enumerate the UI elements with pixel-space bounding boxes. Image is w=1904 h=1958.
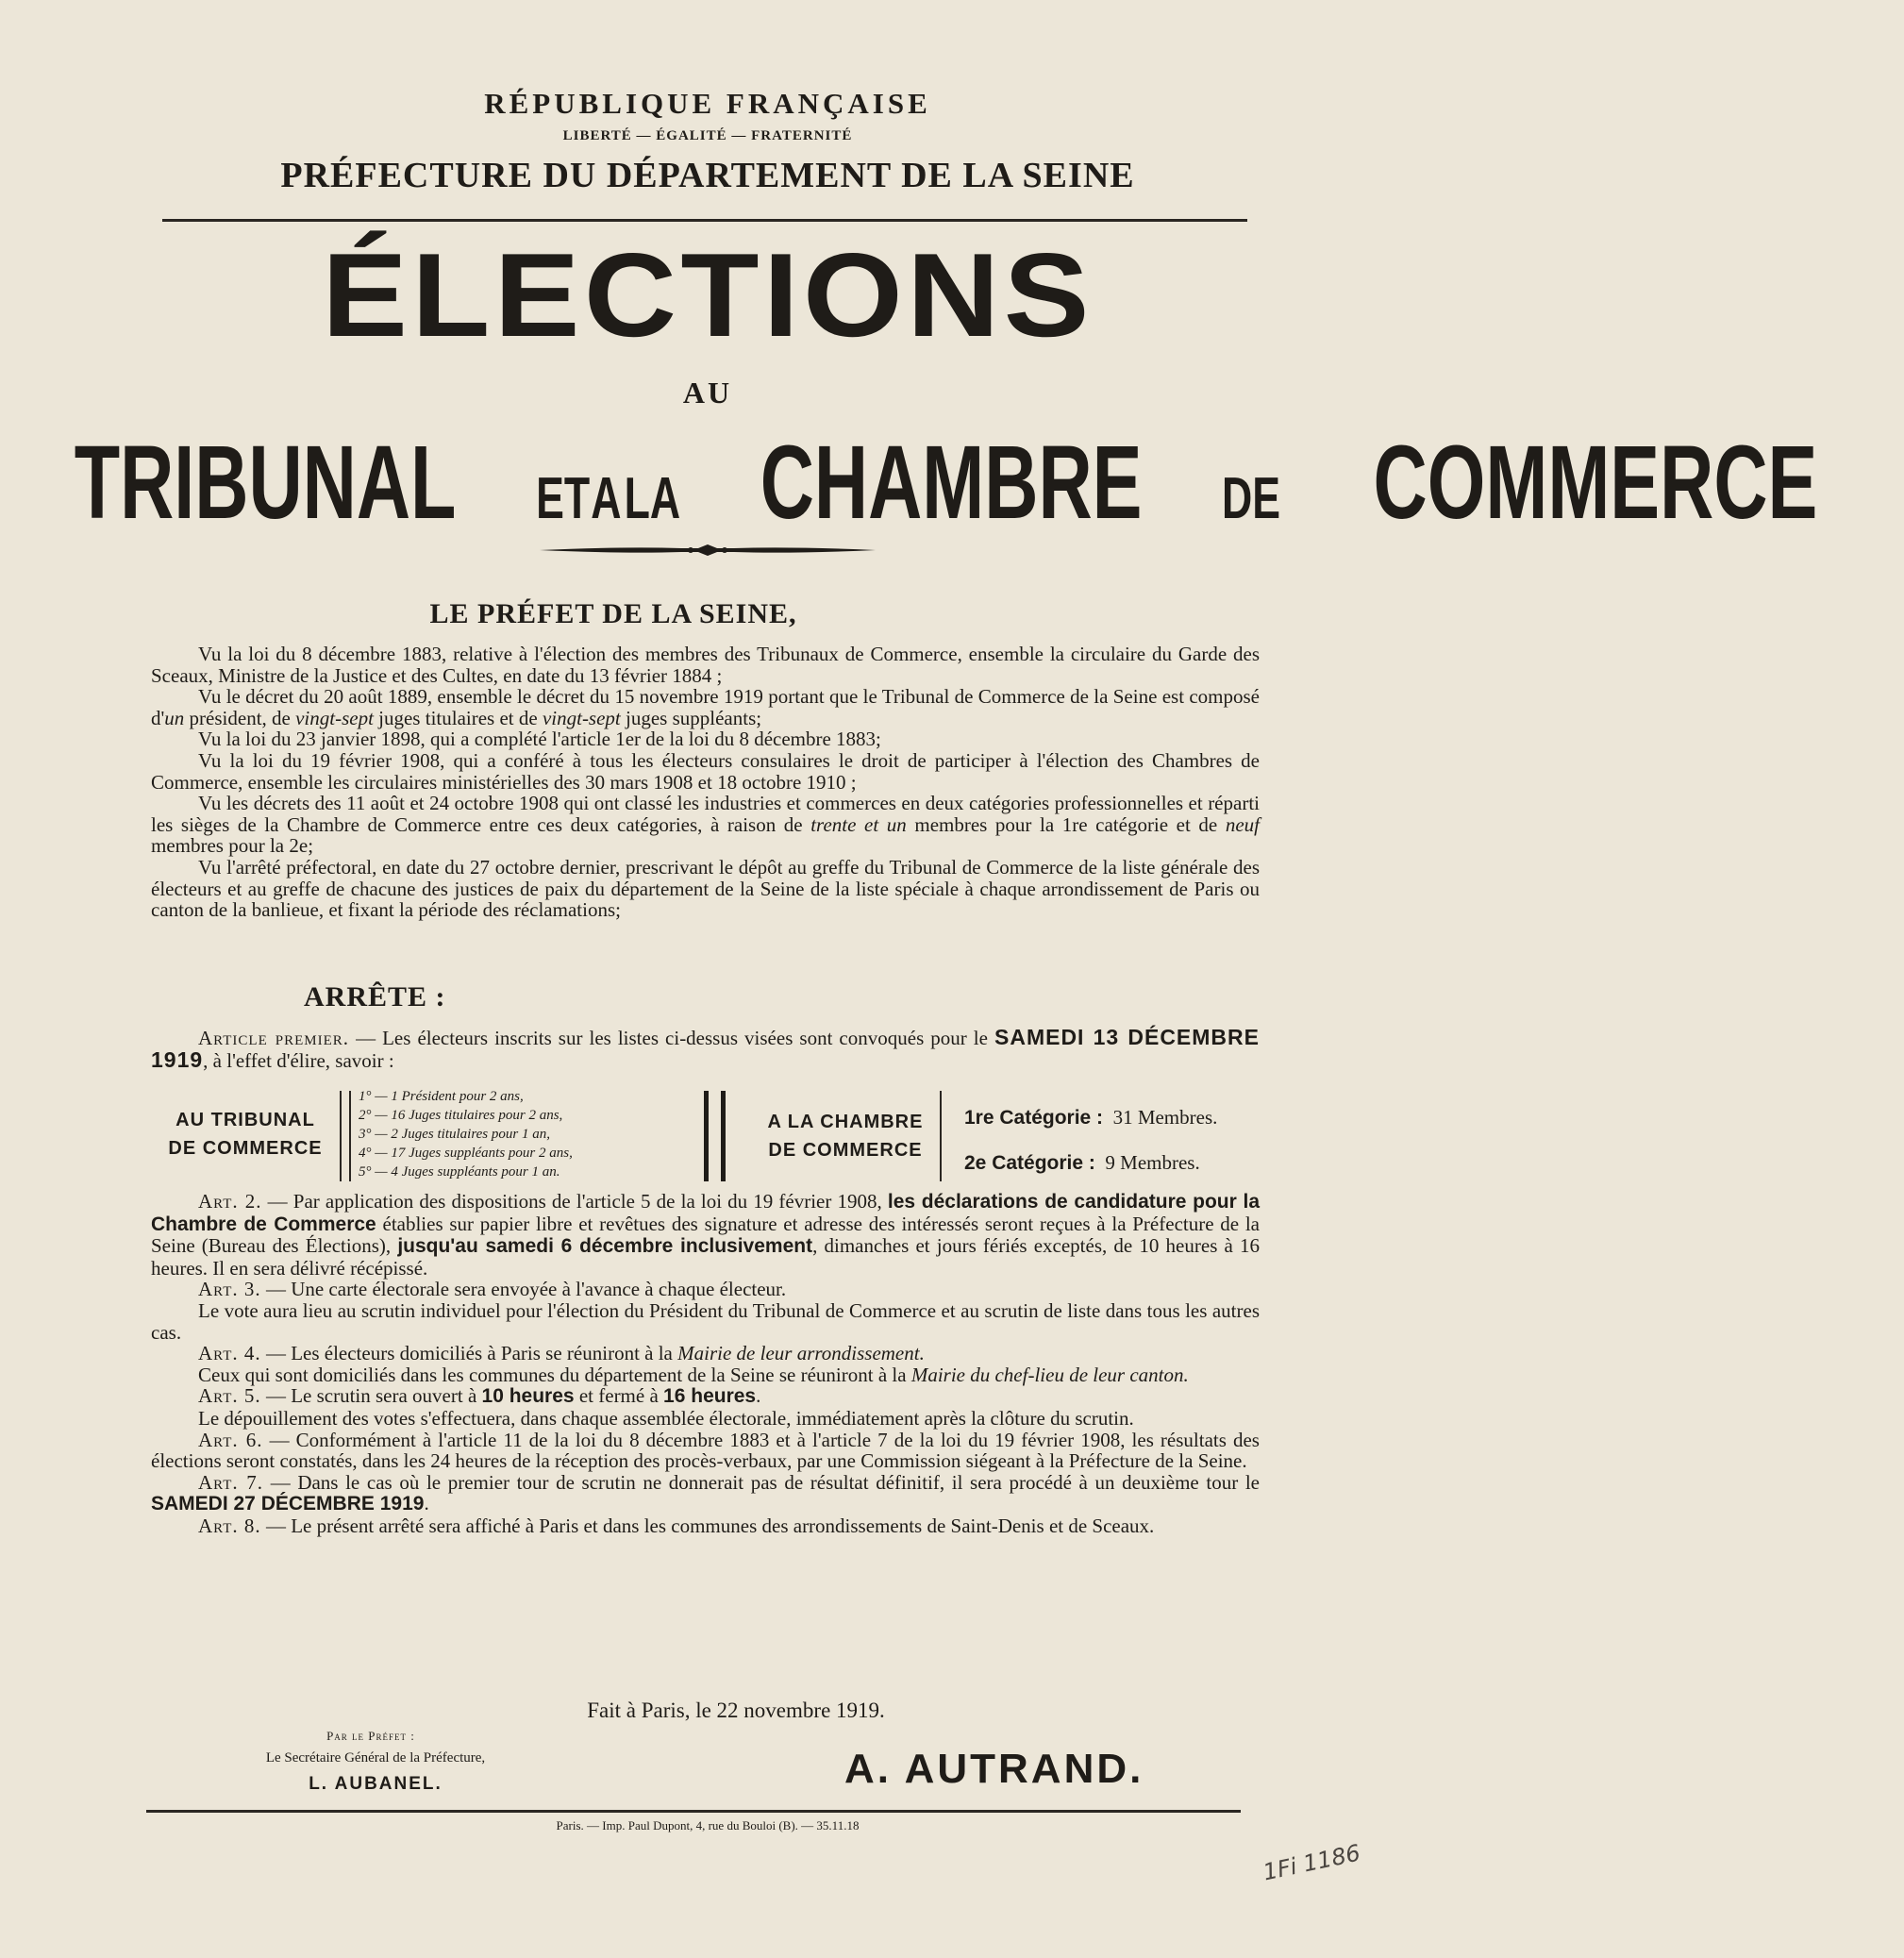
article-paragraph: Le dépouillement des votes s'effectuera, dans chaque assemblée électorale, immédiatement après la clôture du scrutin. <box>198 1406 1134 1430</box>
subtitle-word: CHAMBRE <box>760 425 1143 541</box>
prefet-heading: LE PRÉFET DE LA SEINE, <box>429 598 797 629</box>
article-paragraph: Art. 6. — Conformément à l'article 11 de la loi du 8 décembre 1883 et à l'article 7 de la loi du 19 février 1908, les résultats des élections seront constatés, dans les 24 heures de la réception des procès-verbaux, par une Commission siégeant à la Préfecture de la Seine. <box>151 1428 1260 1473</box>
fait-a-paris: Fait à Paris, le 22 novembre 1919. <box>587 1699 885 1722</box>
subtitle-word: LA <box>624 466 680 531</box>
tribunal-list <box>359 1087 573 1181</box>
signature-aubanel: L. AUBANEL. <box>309 1774 443 1794</box>
preamble <box>151 644 1260 921</box>
tribunal-list-item: 2° — 16 Juges titulaires pour 2 ans, <box>359 1108 563 1123</box>
archive-reference: 1Fi 1186 <box>1261 1839 1363 1886</box>
republic-heading: RÉPUBLIQUE FRANÇAISE <box>484 87 931 120</box>
signature-autrand: A. AUTRAND. <box>844 1746 1144 1792</box>
subtitle-word: TRIBUNAL <box>74 425 457 541</box>
tribunal-list-item: 4° — 17 Juges suppléants pour 2 ans, <box>359 1146 573 1161</box>
header-rule <box>162 219 1247 222</box>
subtitle <box>0 423 1818 543</box>
par-le-prefet: Par le Préfet : <box>326 1729 415 1743</box>
secretaire-general: Le Secrétaire Général de la Préfecture, <box>265 1750 486 1766</box>
article-paragraph: Art. 8. — Le présent arrêté sera affiché à Paris et dans les communes des arrondissements de Saint-Denis et de Sceaux. <box>198 1514 1155 1537</box>
table-divider <box>721 1091 726 1181</box>
tribunal-list-item: 3° — 2 Juges titulaires pour 1 an, <box>359 1127 550 1142</box>
article-paragraph: Art. 7. — Dans le cas où le premier tour de scrutin ne donnerait pas de résultat définitif, il sera procédé à un deuxième tour le SAMEDI 27 DÉCEMBRE 1919. <box>151 1470 1260 1515</box>
preamble-paragraph: Vu les décrets des 11 août et 24 octobre 1908 qui ont classé les industries et commerces en deux catégories professionnelles et réparti les sièges de la Chambre de Commerce entre ces deux catégories, à raison de trente et un membres pour la 1re catégorie et de neuf membres pour la 2e; <box>151 792 1260 858</box>
preamble-paragraph: Vu la loi du 19 février 1908, qui a conféré à tous les électeurs consulaires le droit de participer à l'élection des Chambres de Commerce, ensemble les circulaires ministérielles des 30 mars 1908 et 18 octobre 1910 ; <box>151 748 1260 794</box>
table-divider <box>704 1091 709 1181</box>
ornament-divider <box>540 542 876 559</box>
arrete-heading: ARRÊTE : <box>304 981 446 1012</box>
election-table <box>151 1087 1264 1185</box>
chambre-category-1: 1re Catégorie : 31 Membres. <box>964 1106 1218 1129</box>
article-paragraph: Ceux qui sont domiciliés dans les communes du département de la Seine se réuniront à la Mairie du chef-lieu de leur canton. <box>198 1363 1189 1386</box>
preamble-paragraph: Vu la loi du 8 décembre 1883, relative à l'élection des membres des Tribunaux de Commerce, ensemble la circulaire du Garde des Sceaux, Ministre de la Justice et des Cultes, en date du 13 février 1884 ; <box>151 643 1260 687</box>
prefecture-heading: PRÉFECTURE DU DÉPARTEMENT DE LA SEINE <box>280 156 1135 195</box>
printer-line: Paris. — Imp. Paul Dupont, 4, rue du Bouloi (B). — 35.11.18 <box>556 1818 860 1832</box>
article-paragraph: Le vote aura lieu au scrutin individuel pour l'élection du Président du Tribunal de Commerce et au scrutin de liste dans tous les autres cas. <box>151 1298 1260 1344</box>
tribunal-label: AU TRIBUNAL DE COMMERCE <box>168 1110 323 1159</box>
motto: LIBERTÉ — ÉGALITÉ — FRATERNITÉ <box>562 128 853 143</box>
article-paragraph: Art. 2. — Par application des dispositions de l'article 5 de la loi du 19 février 1908, les déclarations de candidature pour la Chambre de Commerce établies sur papier libre et revêtues des signature et adresse des intéressés seront reçues à la Préfecture de la Seine (Bureau des Élections), jusqu'au samedi 6 décembre inclusivement, dimanches et jours fériés exceptés, de 10 heures à 16 heures. Il en sera délivré récépissé. <box>151 1190 1261 1280</box>
article-paragraph: Art. 3. — Une carte électorale sera envoyée à l'avance à chaque électeur. <box>198 1278 787 1301</box>
chambre-brace <box>940 1091 942 1181</box>
chambre-label: A LA CHAMBRE DE COMMERCE <box>767 1112 924 1161</box>
article-1 <box>151 1027 1260 1071</box>
footer-rule <box>146 1810 1241 1813</box>
title-au: AU <box>682 376 733 410</box>
tribunal-brace-right <box>349 1091 351 1181</box>
subtitle-word: COMMERCE <box>1373 425 1818 541</box>
article-paragraph: Article premier. — Les électeurs inscrits sur les listes ci-dessus visées sont convoqués pour le SAMEDI 13 DÉCEMBRE 1919, à l'effet d'élire, savoir : <box>151 1025 1260 1072</box>
tribunal-list-item: 5° — 4 Juges suppléants pour 1 an. <box>359 1164 560 1180</box>
subtitle-word: A <box>591 466 622 531</box>
articles <box>151 1191 1260 1537</box>
subtitle-word: DE <box>1222 466 1281 531</box>
preamble-paragraph: Vu l'arrêté préfectoral, en date du 27 octobre dernier, prescrivant le dépôt au greffe du Tribunal de Commerce de la liste générale des électeurs et au greffe de chacune des justices de paix du département de la Seine de la liste spéciale à chaque arrondissement de Paris ou canton de la banlieue, et fixant la période des réclamations; <box>151 855 1260 922</box>
article-paragraph: Art. 4. — Les électeurs domiciliés à Paris se réuniront à la Mairie de leur arrondissement. <box>198 1342 925 1365</box>
tribunal-list-item: 1° — 1 Président pour 2 ans, <box>359 1089 524 1104</box>
preamble-paragraph: Vu le décret du 20 août 1889, ensemble le décret du 15 novembre 1919 portant que le Tribunal de Commerce de la Seine est composé d'un président, de vingt-sept juges titulaires et de vingt-sept juges suppléants; <box>151 685 1260 729</box>
main-title: ÉLECTIONS <box>322 228 1094 361</box>
chambre-category-2: 2e Catégorie : 9 Membres. <box>964 1151 1200 1174</box>
article-paragraph: Art. 5. — Le scrutin sera ouvert à 10 heures et fermé à 16 heures. <box>198 1384 761 1408</box>
tribunal-brace <box>340 1091 342 1181</box>
preamble-paragraph: Vu la loi du 23 janvier 1898, qui a complété l'article 1er de la loi du 8 décembre 1883; <box>198 728 881 751</box>
subtitle-word: ET <box>535 466 590 531</box>
